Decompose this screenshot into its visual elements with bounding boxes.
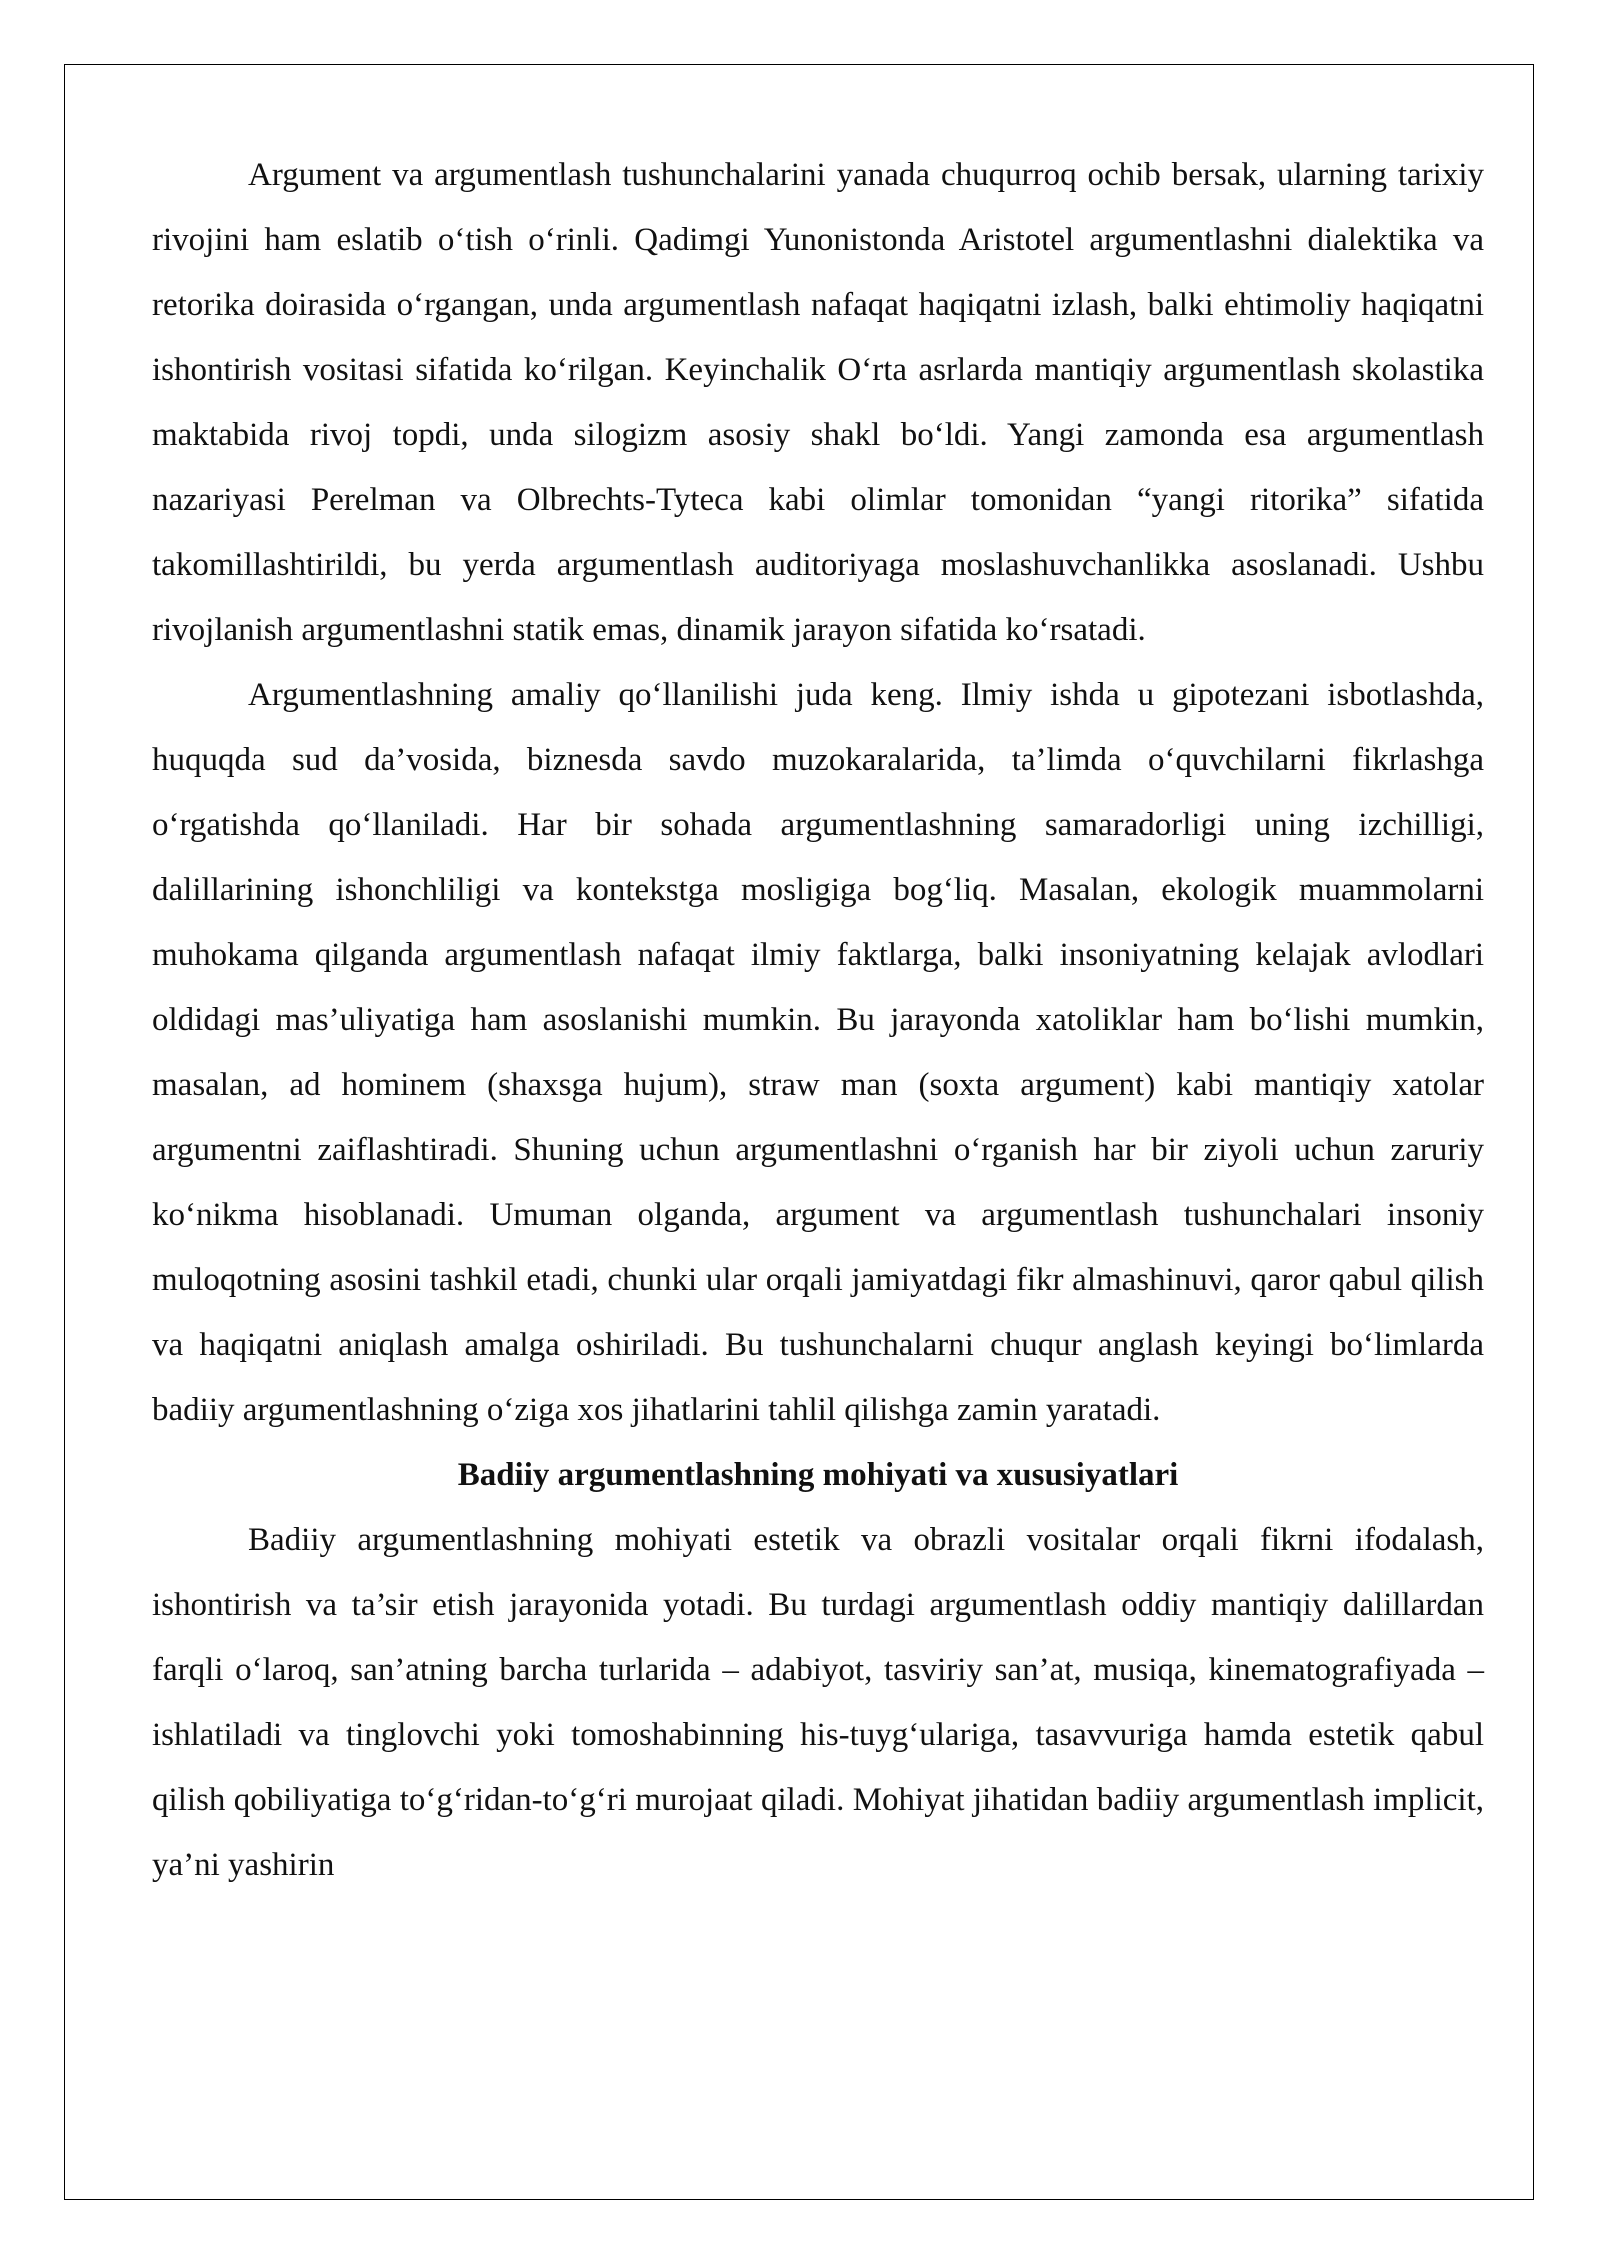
paragraph-history: Argument va argumentlash tushunchalarini yanada chuqurroq ochib bersak, ularning tarixiy rivojini ham eslatib o‘tish o‘rinli. Qadimgi Yunonistonda Aristotel argumentlashni dialektika va retorika doirasida o‘rgangan, unda argumentlash nafaqat haqiqatni izlash, balki ehtimoliy haqiqatni ishontirish vositasi sifatida ko‘rilgan. Keyinchalik O‘rta asrlarda mantiqiy argumentlash skolastika maktabida rivoj topdi, unda silogizm asosiy shakl bo‘ldi. Yangi zamonda esa argumentlash nazariyasi Perelman va Olbrechts-Tyteca kabi olimlar tomonidan “yangi ritorika” sifatida takomillashtirildi, bu yerda argumentlash auditoriyaga moslashuvchanlikka asoslanadi. Ushbu rivojlanish argumentlashni statik emas, dinamik jarayon sifatida ko‘rsatadi. bbox=[152, 157, 1484, 648]
paragraph-artistic-essence: Badiiy argumentlashning mohiyati estetik va obrazli vositalar orqali fikrni ifodalash, ishontirish va ta’sir etish jarayonida yotadi. Bu turdagi argumentlash oddiy mantiqiy dalillardan farqli o‘laroq, san’atning barcha turlarida – adabiyot, tasviriy san’at, musiqa, kinematografiyada – ishlatiladi va tinglovchi yoki tomoshabinning his-tuyg‘ulariga, tasavvuriga hamda estetik qabul qilish qobiliyatiga to‘g‘ridan-to‘g‘ri murojaat qiladi. Mohiyat jihatidan badiiy argumentlash implicit, ya’ni yashirin bbox=[152, 1522, 1484, 1883]
document-body bbox=[152, 143, 1484, 1898]
paragraph-practical-use: Argumentlashning amaliy qo‘llanilishi juda keng. Ilmiy ishda u gipotezani isbotlashda, huquqda sud da’vosida, biznesda savdo muzokaralarida, ta’limda o‘quvchilarni fikrlashga o‘rgatishda qo‘llaniladi. Har bir sohada argumentlashning samaradorligi uning izchilligi, dalillarining ishonchliligi va kontekstga mosligiga bog‘liq. Masalan, ekologik muammolarni muhokama qilganda argumentlash nafaqat ilmiy faktlarga, balki insoniyatning kelajak avlodlari oldidagi mas’uliyatiga ham asoslanishi mumkin. Bu jarayonda xatoliklar ham bo‘lishi mumkin, masalan, ad hominem (shaxsga hujum), straw man (soxta argument) kabi mantiqiy xatolar argumentni zaiflashtiradi. Shuning uchun argumentlashni o‘rganish har bir ziyoli uchun zaruriy ko‘nikma hisoblanadi. Umuman olganda, argument va argumentlash tushunchalari insoniy muloqotning asosini tashkil etadi, chunki ular orqali jamiyatdagi fikr almashinuvi, qaror qabul qilish va haqiqatni aniqlash amalga oshiriladi. Bu tushunchalarni chuqur anglash keyingi bo‘limlarda badiiy argumentlashning o‘ziga xos jihatlarini tahlil qilishga zamin yaratadi. bbox=[152, 677, 1484, 1428]
section-heading: Badiiy argumentlashning mohiyati va xususiyatlari bbox=[457, 1457, 1179, 1493]
